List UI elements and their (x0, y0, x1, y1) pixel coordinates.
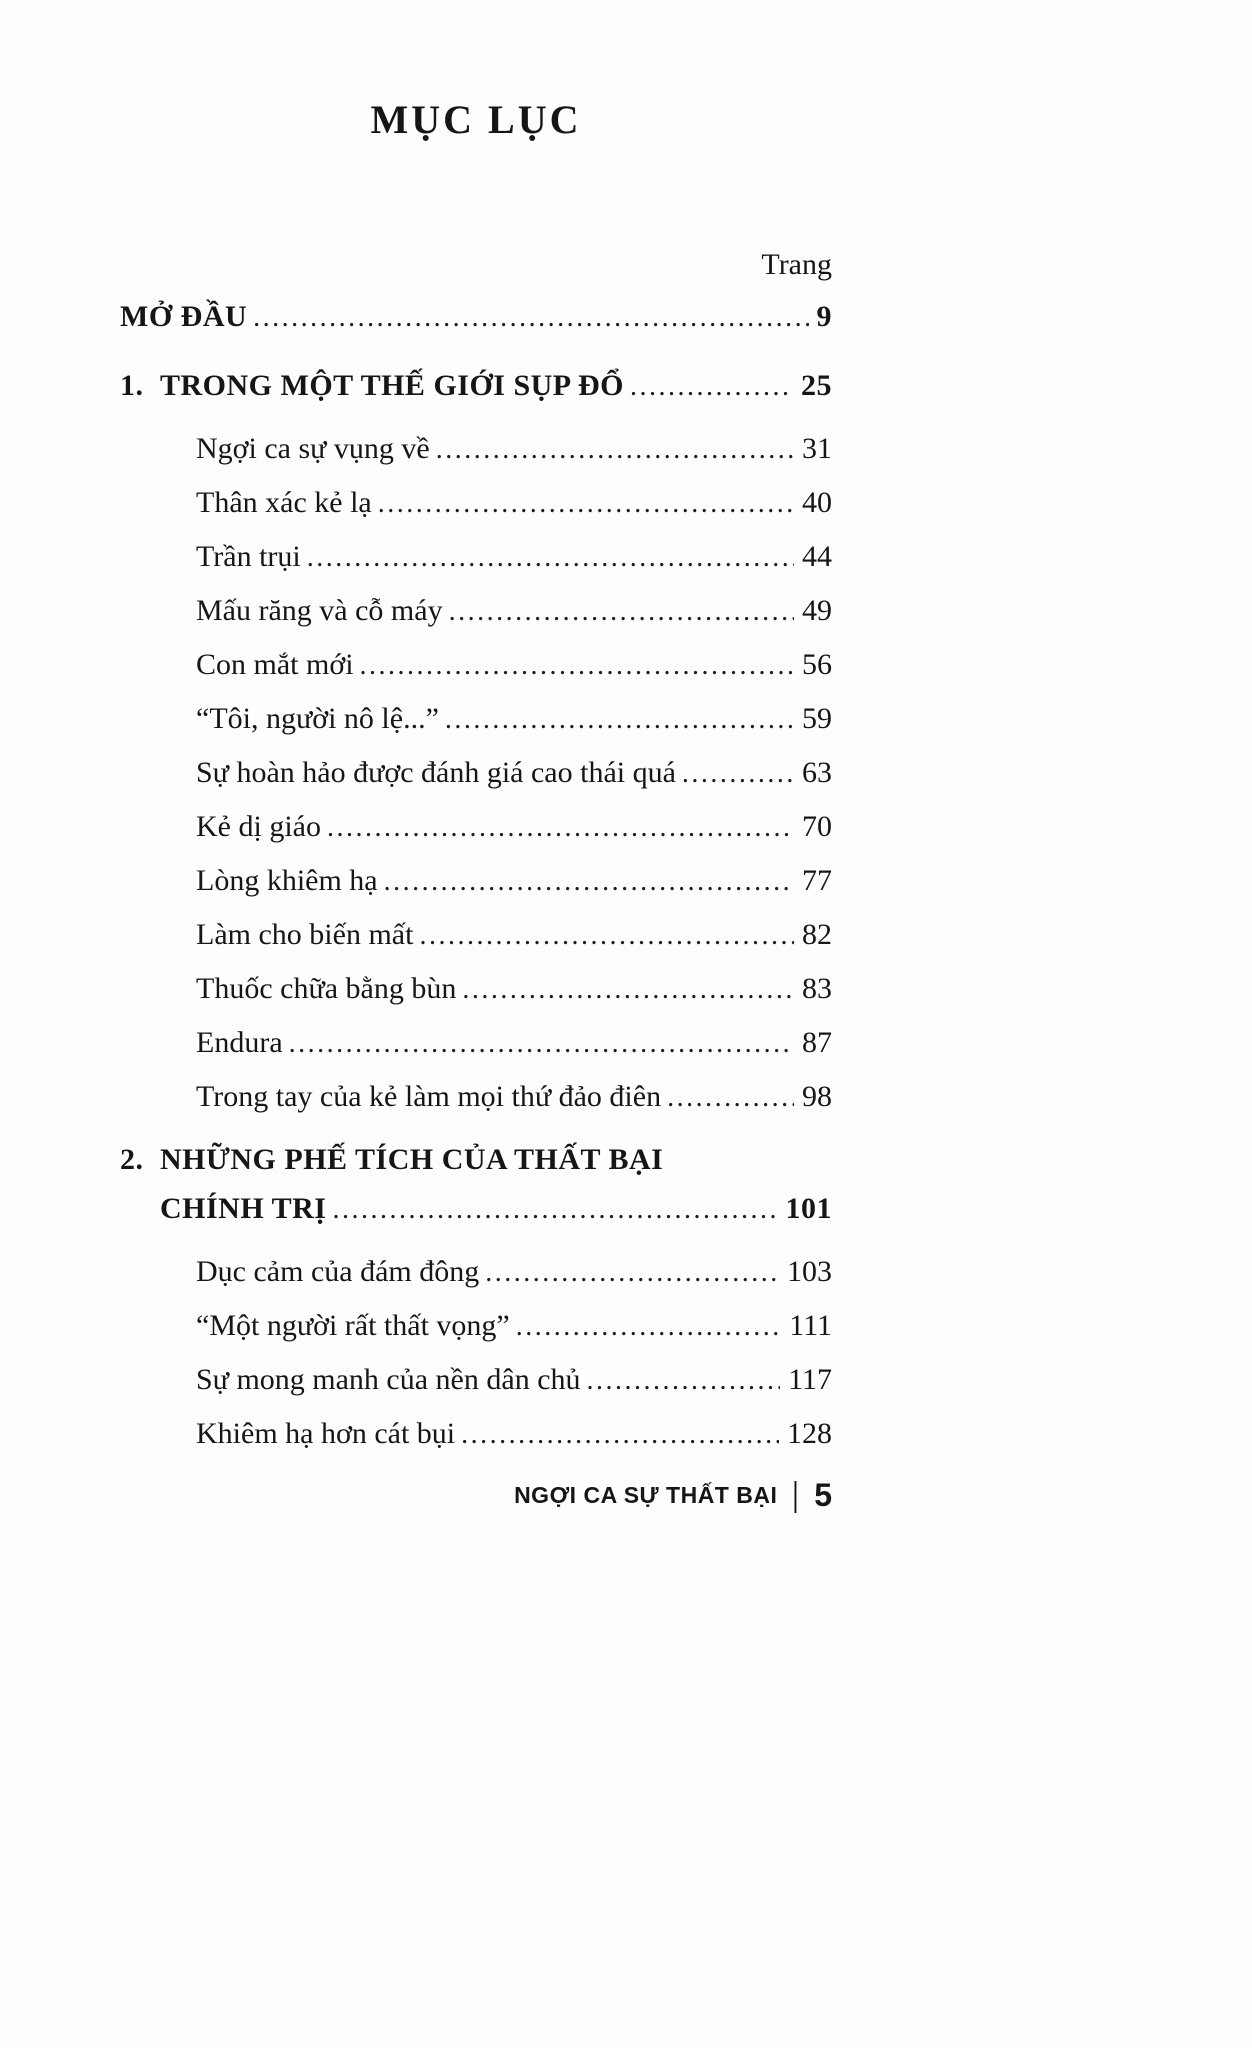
toc-entry-page: 87 (802, 1026, 832, 1059)
toc-entry-page: 111 (789, 1309, 832, 1342)
toc-entry (120, 592, 832, 631)
toc-entry-page: 44 (802, 540, 832, 573)
toc-entry (120, 1078, 832, 1117)
dot-leader (360, 646, 794, 685)
toc-entry-chapter (120, 1141, 832, 1229)
toc-entry-label: Mấu răng và cỗ máy (196, 594, 443, 627)
toc-entry (120, 1307, 832, 1346)
dot-leader (307, 538, 794, 577)
dot-leader (378, 484, 794, 523)
dot-leader (516, 1307, 781, 1346)
page-footer (120, 1476, 832, 1515)
toc-entry (120, 430, 832, 469)
toc-entry-page: 98 (802, 1080, 832, 1113)
toc-entry-page: 63 (802, 756, 832, 789)
toc-entry-page: 70 (802, 810, 832, 843)
toc-entry (120, 916, 832, 955)
toc-entry-label: Endura (196, 1026, 283, 1059)
toc-entry (120, 484, 832, 523)
toc-entry-label: NHỮNG PHẾ TÍCH CỦA THẤT BẠI (160, 1143, 664, 1176)
toc-entry (120, 754, 832, 793)
toc-entry-label: MỞ ĐẦU (120, 300, 248, 333)
toc-entry-chapter (120, 367, 832, 406)
toc-entry-label: Khiêm hạ hơn cát bụi (196, 1417, 456, 1450)
toc-entry-page: 83 (802, 972, 832, 1005)
toc-entry-page: 40 (802, 486, 832, 519)
toc-entry-label: “Tôi, người nô lệ...” (196, 702, 439, 735)
toc-entry-page: 128 (787, 1417, 832, 1450)
toc-entry-label: Trần trụi (196, 540, 301, 573)
toc-entry-page: 31 (802, 432, 832, 465)
toc-entry-label: Dục cảm của đám đông (196, 1255, 480, 1288)
dot-leader (436, 430, 794, 469)
chapter-number: 2. (120, 1143, 144, 1176)
toc-entry (120, 646, 832, 685)
toc-entry (120, 1253, 832, 1292)
dot-leader (485, 1253, 779, 1292)
footer-book-title: NGỢI CA SỰ THẤT BẠI (514, 1482, 778, 1508)
dot-leader (419, 916, 794, 955)
footer-divider: | (792, 1476, 799, 1514)
toc-entry-label: Làm cho biến mất (196, 918, 414, 951)
toc-entry (120, 1024, 832, 1063)
toc-entry-label: TRONG MỘT THẾ GIỚI SỤP ĐỔ (160, 369, 624, 402)
toc-entry-label: Con mắt mới (196, 648, 354, 681)
dot-leader (682, 754, 794, 793)
toc-entry-page: 9 (816, 300, 832, 333)
dot-leader (587, 1361, 781, 1400)
toc-entry-label: Sự mong manh của nền dân chủ (196, 1363, 581, 1396)
chapter-number: 1. (120, 369, 144, 402)
toc-entry-page: 25 (801, 369, 832, 402)
dot-leader (630, 367, 793, 406)
toc-entry-label: Thuốc chữa bằng bùn (196, 972, 457, 1005)
toc-entry-label: Trong tay của kẻ làm mọi thứ đảo điên (196, 1080, 662, 1113)
dot-leader (461, 1415, 779, 1454)
toc-entry (120, 700, 832, 739)
dot-leader (327, 808, 794, 847)
toc-entry-page: 82 (802, 918, 832, 951)
toc-entry-label: CHÍNH TRỊ (160, 1192, 327, 1225)
toc-entry-label: Kẻ dị giáo (196, 810, 321, 843)
toc-entry (120, 970, 832, 1009)
toc-entry-page: 59 (802, 702, 832, 735)
footer-page-number: 5 (814, 1477, 832, 1513)
toc-entry (120, 1415, 832, 1454)
dot-leader (332, 1190, 777, 1229)
toc-entry-page: 117 (788, 1363, 832, 1396)
chapter-line-1 (120, 1141, 832, 1179)
toc-entry (120, 538, 832, 577)
column-header-trang: Trang (761, 248, 832, 281)
dot-leader (253, 298, 808, 337)
dot-leader (449, 592, 794, 631)
toc-entry-page: 49 (802, 594, 832, 627)
toc-entry (120, 862, 832, 901)
toc-content (120, 96, 832, 1515)
page-title: MỤC LỤC (370, 97, 582, 142)
toc-entry (120, 808, 832, 847)
toc-entry-label: Ngợi ca sự vụng về (196, 432, 430, 465)
toc-entry (120, 298, 832, 337)
dot-leader (384, 862, 794, 901)
toc-entry-label: Lòng khiêm hạ (196, 864, 378, 897)
dot-leader (462, 970, 794, 1009)
dot-leader (445, 700, 794, 739)
toc-entry-page: 103 (787, 1255, 832, 1288)
toc-entry-label: Sự hoàn hảo được đánh giá cao thái quá (196, 756, 676, 789)
toc-entry-page: 56 (802, 648, 832, 681)
toc-entry-page: 101 (785, 1192, 832, 1225)
toc-entry-page: 77 (802, 864, 832, 897)
dot-leader (289, 1024, 794, 1063)
toc-entry-label: “Một người rất thất vọng” (196, 1309, 510, 1342)
dot-leader (667, 1078, 794, 1117)
toc-entry-label: Thân xác kẻ lạ (196, 486, 372, 519)
toc-entry (120, 1361, 832, 1400)
chapter-line-2 (120, 1190, 832, 1229)
